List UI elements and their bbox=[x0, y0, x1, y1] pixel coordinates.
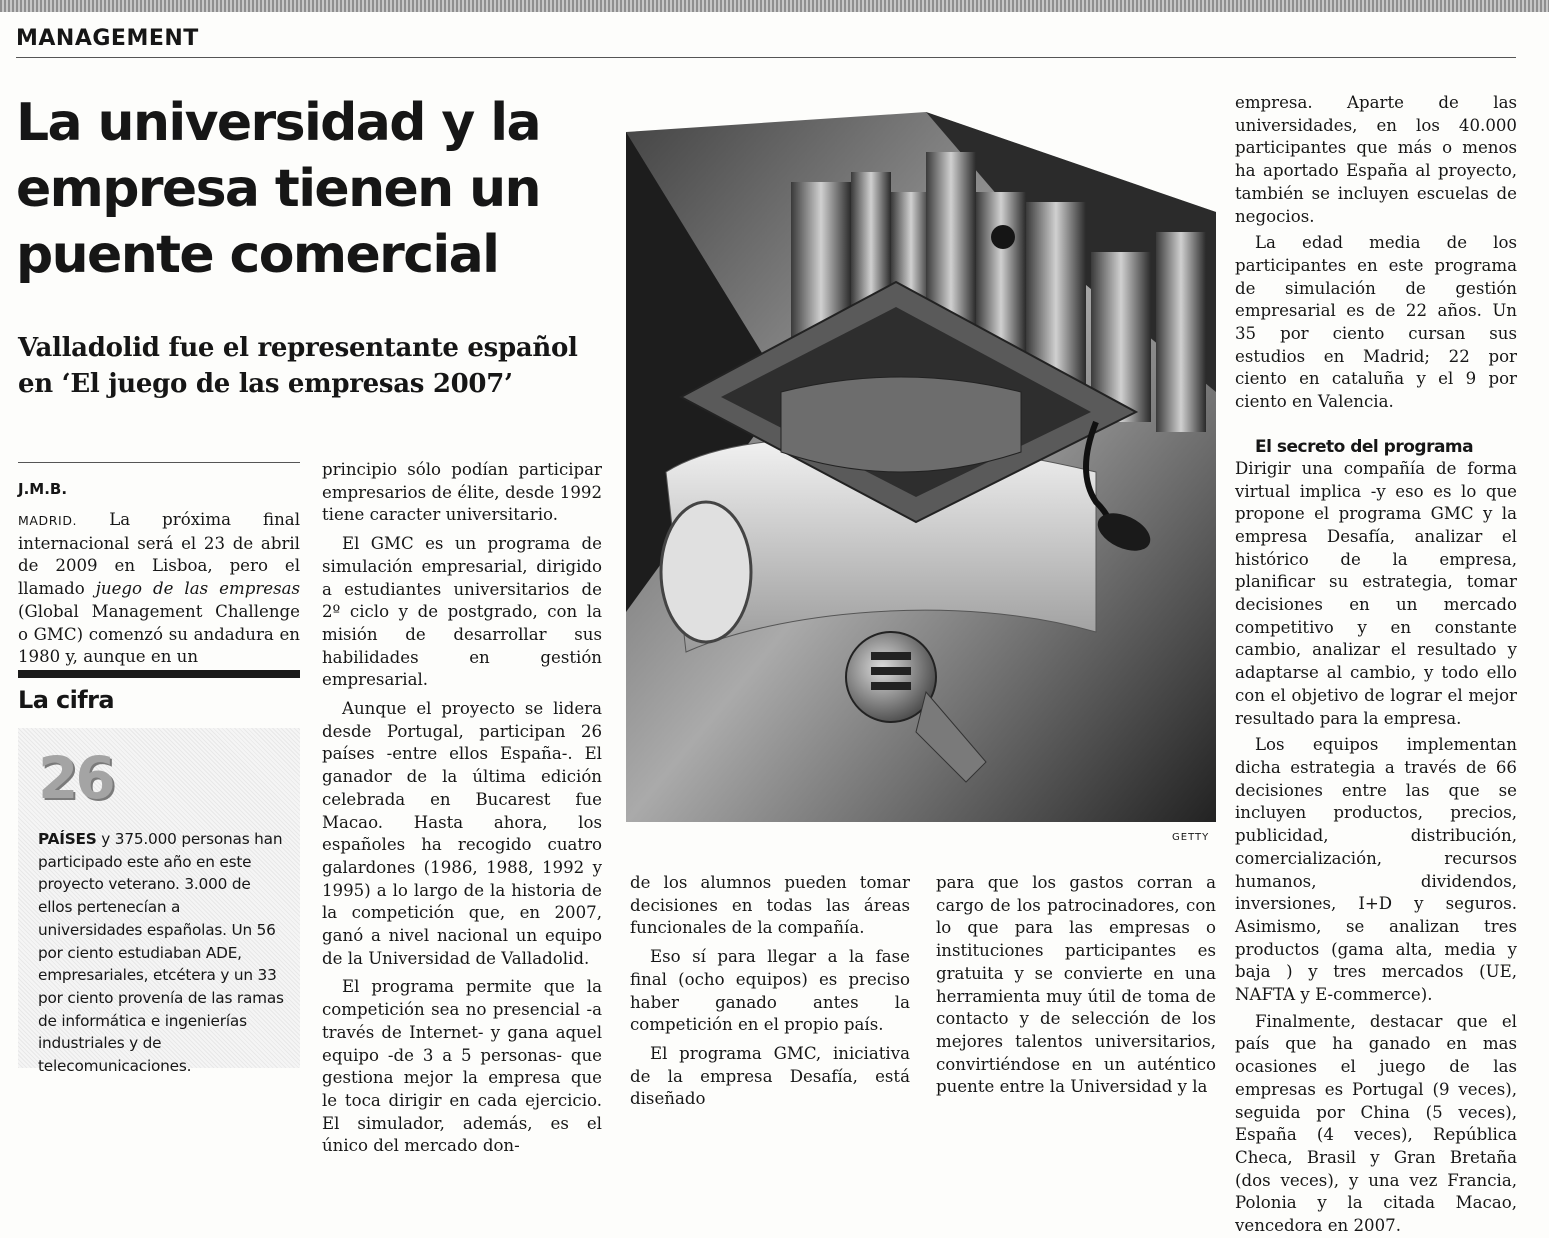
seal-mark bbox=[871, 652, 911, 660]
paragraph: para que los gastos corran a cargo de los patrocinadores, con lo que para las empresas o instituciones participantes es gratuita y se convierte en una herramienta muy útil de toma de contacto y de selección de los mejores talentos universitarios, convirtiéndose en un auténtico puente entre la Universidad y la bbox=[936, 873, 1216, 1097]
paragraph: El GMC es un programa de simulación empresarial, dirigido a estudiantes universitarios de 2º ciclo y de postgrado, con la misión de desarrollar sus habilidades en gestión empresarial. bbox=[322, 534, 602, 690]
paragraph: principio sólo podían participar empresarios de élite, desde 1992 tiene caracter universitario. bbox=[322, 460, 602, 525]
paragraph: El programa GMC, iniciativa de la empresa Desafía, está diseñado bbox=[630, 1043, 910, 1109]
diploma-roll bbox=[661, 502, 751, 642]
paragraph: de los alumnos pueden tomar decisiones en todas las áreas funcionales de la compañía. bbox=[630, 873, 910, 938]
article-column-2 bbox=[322, 459, 602, 1158]
paragraph: empresa. Aparte de las universidades, en los 40.000 participantes que más o menos ha aportado España al proyecto, también se incluyen escuelas de negocios. bbox=[1235, 93, 1517, 226]
article-column-4 bbox=[936, 872, 1216, 1099]
paragraph: La edad media de los participantes en este programa de simulación de gestión empresarial es de 22 años. Un 35 por ciento cursan sus estudios en Madrid; 22 por ciento en cataluña y el 9 por ciento en Valencia. bbox=[1235, 233, 1517, 412]
intro-text-end: (Global Management Challenge o GMC) comenzó su andadura en 1980 y, aunque en un bbox=[18, 601, 300, 667]
cifra-text bbox=[38, 828, 286, 1078]
scan-top-band bbox=[0, 0, 1549, 12]
photo-credit: GETTY bbox=[1172, 832, 1210, 843]
section-rule bbox=[16, 57, 1516, 58]
seal-mark bbox=[871, 667, 911, 675]
cap-crown bbox=[781, 377, 1021, 472]
intro-text: La próxima final internacional será el 23 de abril de 2009 en Lisboa, pero el llamado bbox=[18, 510, 300, 599]
crosshead: El secreto del programa bbox=[1255, 436, 1474, 457]
paragraph: Los equipos implementan dicha estrategia a través de 66 decisiones entre las que se incluyen productos, precios, publicidad, distribución, comercialización, recursos humanos, dividendos, inversiones, I+D y seguros. Asimismo, se analizan tres productos (gama alta, media y baja ) y tres mercados (UE, NAFTA y E-commerce). bbox=[1235, 735, 1517, 1005]
paragraph: Finalmente, destacar que el país que ha ganado en mas ocasiones el juego de las empresas es Portugal (9 veces), seguida por China (5 veces), España (4 veces), República Checa, Brasil y Gran Bretaña (dos veces), y una vez Francia, Polonia y la citada Macao, vencedora en 2007. bbox=[1235, 1011, 1517, 1236]
graduation-illustration bbox=[626, 92, 1216, 822]
intro-paragraph bbox=[18, 509, 300, 669]
subtitle: Valladolid fue el representante español en ‘El juego de las empresas 2007’ bbox=[18, 333, 578, 399]
byline-rule bbox=[18, 462, 300, 463]
section-label: MANAGEMENT bbox=[16, 26, 199, 51]
headline: La universidad y la empresa tienen un puente comercial bbox=[16, 93, 540, 285]
cifra-lead: PAÍSES bbox=[38, 830, 97, 848]
dateline: MADRID. bbox=[18, 513, 78, 528]
book bbox=[1156, 232, 1206, 432]
cifra-rule bbox=[18, 670, 300, 678]
paragraph: El programa permite que la competición sea no presencial -a través de Internet- y gana aquel equipo -de 3 a 5 personas- que gestiona mejor la empresa que le toca dirigir en cada ejercicio. El simulador, además, es el único del mercado don- bbox=[322, 977, 602, 1156]
cifra-label: La cifra bbox=[18, 686, 114, 714]
illustration-graduation bbox=[626, 92, 1216, 822]
article-column-1 bbox=[18, 509, 300, 669]
paragraph: Dirigir una compañía de forma virtual implica -y eso es lo que propone el programa GMC y la empresa Desafía, analizar el histórico de la empresa, planificar su estrategia, tomar decisiones en un mercado competitivo y en constante cambio, analizar el resultado y adaptarse al cambio, y todo ello con el objetivo de lograr el mejor resultado para la empresa. bbox=[1235, 458, 1517, 728]
intro-italic: juego de las empresas bbox=[95, 579, 300, 599]
book-ornament bbox=[991, 225, 1015, 249]
seal-mark bbox=[871, 682, 911, 690]
paragraph: Aunque el proyecto se lidera desde Portugal, participan 26 países -entre ellos España-. El ganador de la última edición celebrada en Bucarest fue Macao. Hasta ahora, los españoles ha recogido cuatro galardones (1986, 1988, 1992 y 1995) a lo largo de la historia de la competición que, en 2007, ganó a nivel nacional un equipo de la Universidad de Valladolid. bbox=[322, 699, 602, 968]
paragraph: Eso sí para llegar a la fase final (ocho equipos) es preciso haber ganado antes la competición en el propio país. bbox=[630, 947, 910, 1035]
byline: J.M.B. bbox=[18, 480, 68, 498]
article-column-3 bbox=[630, 872, 910, 1111]
article-column-5 bbox=[1235, 92, 1517, 1238]
cifra-body: y 375.000 personas han participado este año en este proyecto veterano. 3.000 de ellos pertenecían a universidades españolas. Un 56 por ciento estudiaban ADE, empresariales, etcétera y un 33 por ciento provenía de las ramas de informática e ingenierías industriales y de telecomunicaciones. bbox=[38, 830, 284, 1076]
cifra-number: 26 bbox=[38, 744, 113, 812]
